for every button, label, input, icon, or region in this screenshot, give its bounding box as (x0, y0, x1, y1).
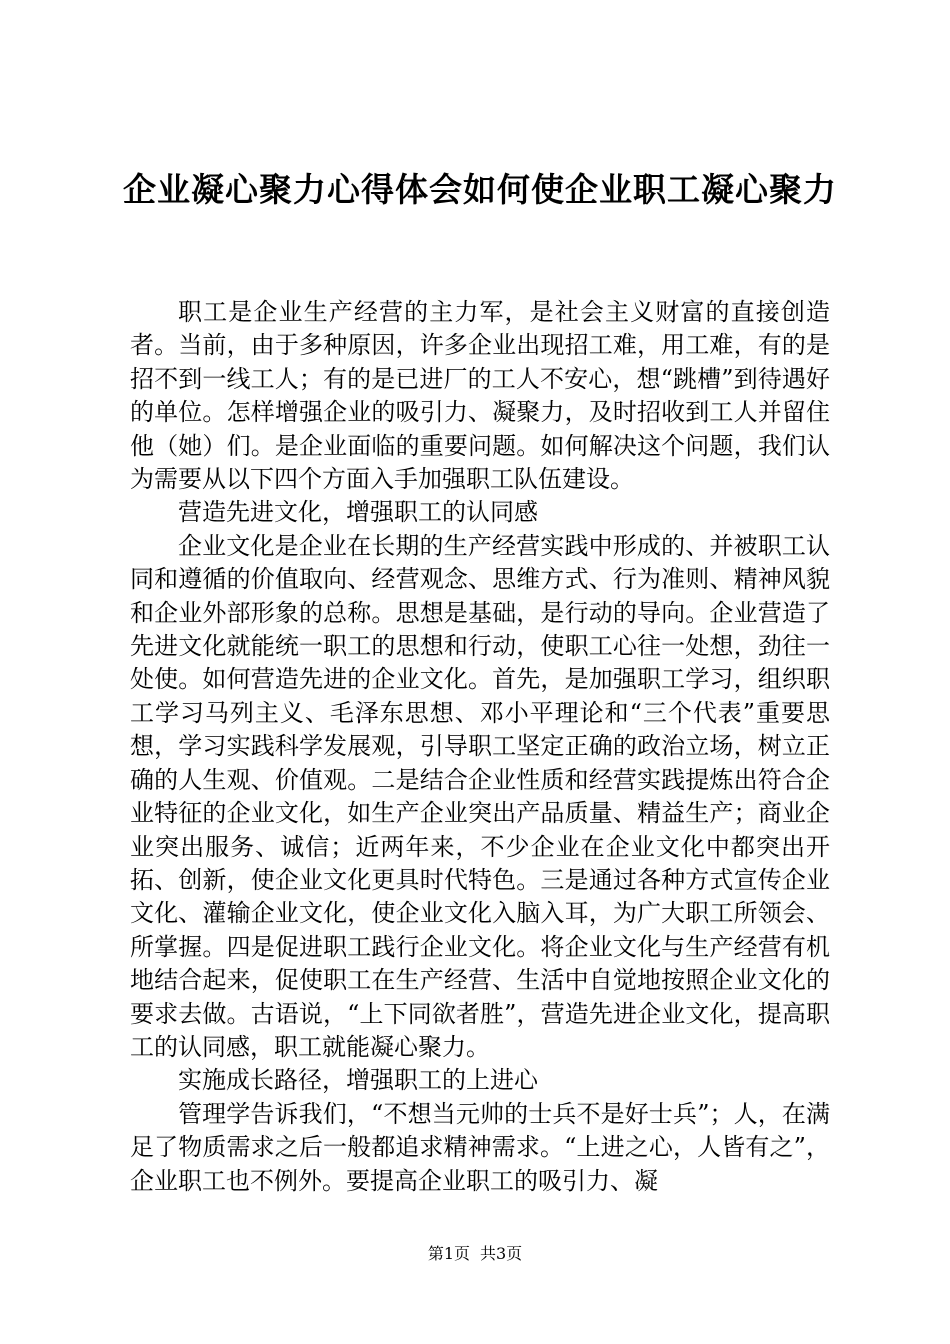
section-heading-growth: 实施成长路径，增强职工的上进心 (178, 1066, 538, 1095)
page-footer (0, 1244, 950, 1264)
paragraph-growth: 管理学告诉我们，“不想当元帅的士兵不是好士兵”；人，在满足了物质需求之后一般都追求精神需求。“上进之心，人皆有之”，企业职工也不例外。要提高企业职工的吸引力、凝 (130, 1099, 830, 1195)
paragraph-culture: 企业文化是企业在长期的生产经营实践中形成的、并被职工认同和遵循的价值取向、经营观念、思维方式、行为准则、精神风貌和企业外部形象的总称。思想是基础，是行动的导向。企业营造了先进文化就能统一职工的思想和行动，使职工心往一处想，劲往一处使。如何营造先进的企业文化。首先，是加强职工学习，组织职工学习马列主义、毛泽东思想、邓小平理论和“三个代表”重要思想，学习实践科学发展观，引导职工坚定正确的政治立场，树立正确的人生观、价值观。二是结合企业性质和经营实践提炼出符合企业特征的企业文化，如生产企业突出产品质量、精益生产；商业企业突出服务、诚信；近两年来，不少企业在企业文化中都突出开拓、创新，使企业文化更具时代特色。三是通过各种方式宣传企业文化、灌输企业文化，使企业文化入脑入耳，为广大职工所领会、所掌握。四是促进职工践行企业文化。将企业文化与生产经营有机地结合起来，促使职工在生产经营、生活中自觉地按照企业文化的要求去做。古语说，“上下同欲者胜”，营造先进企业文化，提高职工的认同感，职工就能凝心聚力。 (130, 531, 830, 1061)
paragraph-intro: 职工是企业生产经营的主力军，是社会主义财富的直接创造者。当前，由于多种原因，许多企业出现招工难，用工难，有的是招不到一线工人；有的是已进厂的工人不安心，想“跳槽”到待遇好的单位。怎样增强企业的吸引力、凝聚力，及时招收到工人并留住他（她）们。是企业面临的重要问题。如何解决这个问题，我们认为需要从以下四个方面入手加强职工队伍建设。 (130, 298, 830, 494)
document-body (130, 296, 830, 1198)
page-total: 共3页 (480, 1244, 523, 1263)
section-heading-culture: 营造先进文化，增强职工的认同感 (178, 498, 538, 527)
page-number: 第1页 (427, 1244, 470, 1263)
document-title: 企业凝心聚力心得体会如何使企业职工凝心聚力 (123, 170, 837, 209)
